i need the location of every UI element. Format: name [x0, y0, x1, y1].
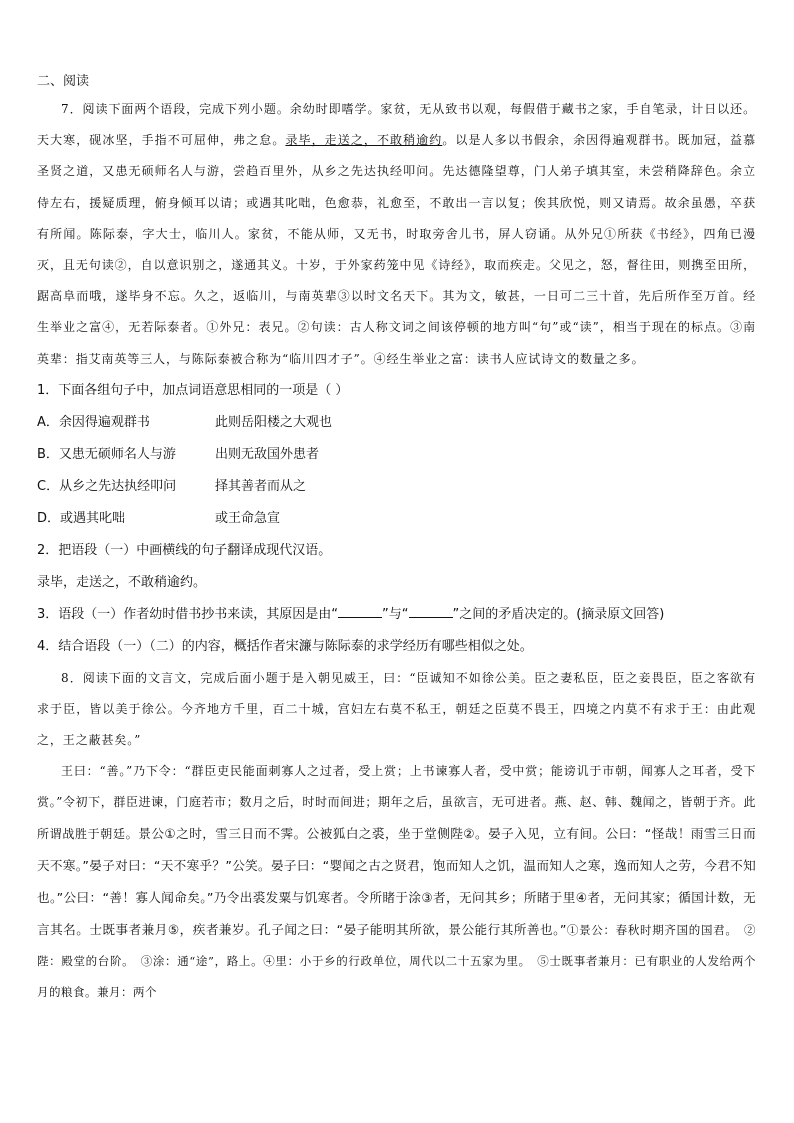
q8-passage-b: 景公①之时，雪三日而不霁。公被狐白之裘，坐于堂侧陛②。晏子入见，立有间。公曰：“怪哉！雨雪三日而天不寒。”晏子对曰：“天不寒乎？”公笑。晏子曰：“婴闻之古之贤君，饱而知人之饥，温而知人之寒，逸而知人之劳，今君不知也。”公曰：“善！寡人闻命矣。”乃令出裘发粟与饥寒者。令所睹于涂③者，无问其乡；所睹于里④者，无问其家；循国计数，无言其名。士既事者兼月⑤，疾者兼岁。孔子闻之曰：“晏子能明其所欲，景公能行其所善也。” — [37, 826, 756, 938]
question-3-part-2: ”与“ — [382, 606, 409, 622]
passage-text-1: 7．阅读下面两个语段，完成下列小题。余幼时即嗜学。家贫，无从致书以观，每假借于藏书之家，手自笔录，计日以还。天大寒，砚冰坚，手指不可屈伸，弗之怠。 — [37, 102, 756, 148]
q8-lead: 8．阅读下面的文言文，完成后面小题于是入朝见威王，曰：“臣诚知不如徐公美。臣之妻私臣，臣之妾畏臣，臣之客欲有求于臣，皆以美于徐公。今齐地方千里，百二十城，宫妇左右莫不私王，朝廷之臣莫不畏王，四境之内莫不有求于王：由此观之，王之蔽甚矣。” — [37, 670, 756, 748]
question-3-part-1: 3．语段（一）作者幼时借书抄书来读，其原因是由“ — [37, 606, 339, 622]
question-8-passage-2 — [37, 756, 756, 1008]
question-4: 4．结合语段（一）（二）的内容，概括作者宋濂与陈际泰的求学经历有哪些相似之处。 — [37, 638, 533, 654]
underlined-sentence: 录毕，走送之，不敢稍逾约 — [285, 133, 443, 148]
option-c-left: C．从乡之先达执经叩问 — [37, 478, 177, 494]
answer-blank-1[interactable] — [338, 605, 382, 618]
option-a-right: 此则岳阳楼之大观也 — [215, 414, 333, 430]
question-2-sentence: 录毕，走送之，不敢稍逾约。 — [37, 574, 207, 590]
question-2: 2．把语段（一）中画横线的句子翻译成现代汉语。 — [37, 542, 332, 558]
question-1: 1．下面各组句子中，加点词语意思相同的一项是（ ） — [37, 382, 349, 398]
question-8-passage — [37, 663, 756, 757]
option-a-left: A．余因得遍观群书 — [37, 414, 150, 430]
question-3 — [37, 599, 756, 631]
option-d-right: 或王命急宣 — [215, 510, 281, 526]
option-b-left: B．又患无硕师名人与游 — [37, 446, 176, 462]
option-b-right: 出则无敌国外患者 — [215, 446, 320, 462]
section-title: 二、阅读 — [37, 74, 90, 89]
option-d-left: D．或遇其叱咄 — [37, 510, 126, 526]
question-7-passage — [37, 94, 756, 375]
answer-blank-2[interactable] — [409, 605, 453, 618]
q8-notes: ①景公：春秋时期齐国的国君。 ②陛：殿堂的台阶。 ③涂：通“途”，路上。④里：小于乡的行政单位，周代以二十五家为里。 ⑤士既事者兼月：已有职业的人发给两个月的粮食。兼月：两个 — [37, 923, 757, 1000]
question-3-part-3: ”之间的矛盾决定的。(摘录原文回答) — [452, 606, 665, 622]
option-d — [37, 503, 756, 535]
option-a — [37, 407, 756, 439]
q8-passage-a: 王曰：“善。”乃下令：“群臣吏民能面刺寡人之过者，受上赏；上书谏寡人者，受中赏；能谤讥于市朝，闻寡人之耳者，受下赏。”令初下，群臣进谏，门庭若市；数月之后，时时而间进；期年之后，虽欲言，无可进者。燕、赵、韩、魏闻之，皆朝于齐。此所谓战胜于朝廷。 — [37, 764, 756, 842]
passage-text-2: 。以是人多以书假余，余因得遍观群书。既加冠，益慕圣贤之道，又患无硕师名人与游，尝趋百里外，从乡之先达执经叩问。先达德隆望尊，门人弟子填其室，未尝稍降辞色。余立侍左右，援疑质理，俯身倾耳以请；或遇其叱咄，色愈恭，礼愈至，不敢出一言以复；俟其欣悦，则又请焉。故余虽愚，卒获有所闻。陈际泰，字大士，临川人。家贫，不能从师，又无书，时取旁舍儿书，屏人窃诵。从外兄①所获《书经》，四角已漫灭，且无句读②，自以意识别之，遂通其义。十岁，于外家药笼中见《诗经》，取而疾走。父见之，怒，督往田，则携至田所，踞高阜而哦，遂毕身不忘。久之，返临川，与南英辈③以时文名天下。其为文，敏甚，一日可二三十首，先后所作至万首。经生举业之富④，无若际泰者。①外兄：表兄。②句读：古人称文词之间该停顿的地方叫“句”或“读”，相当于现在的标点。③南英辈：指艾南英等三人，与陈际泰被合称为“临川四才子”。④经生举业之富：读书人应试诗文的数量之多。 — [37, 133, 756, 366]
option-c — [37, 471, 756, 503]
option-c-right: 择其善者而从之 — [215, 478, 307, 494]
option-b — [37, 439, 756, 471]
